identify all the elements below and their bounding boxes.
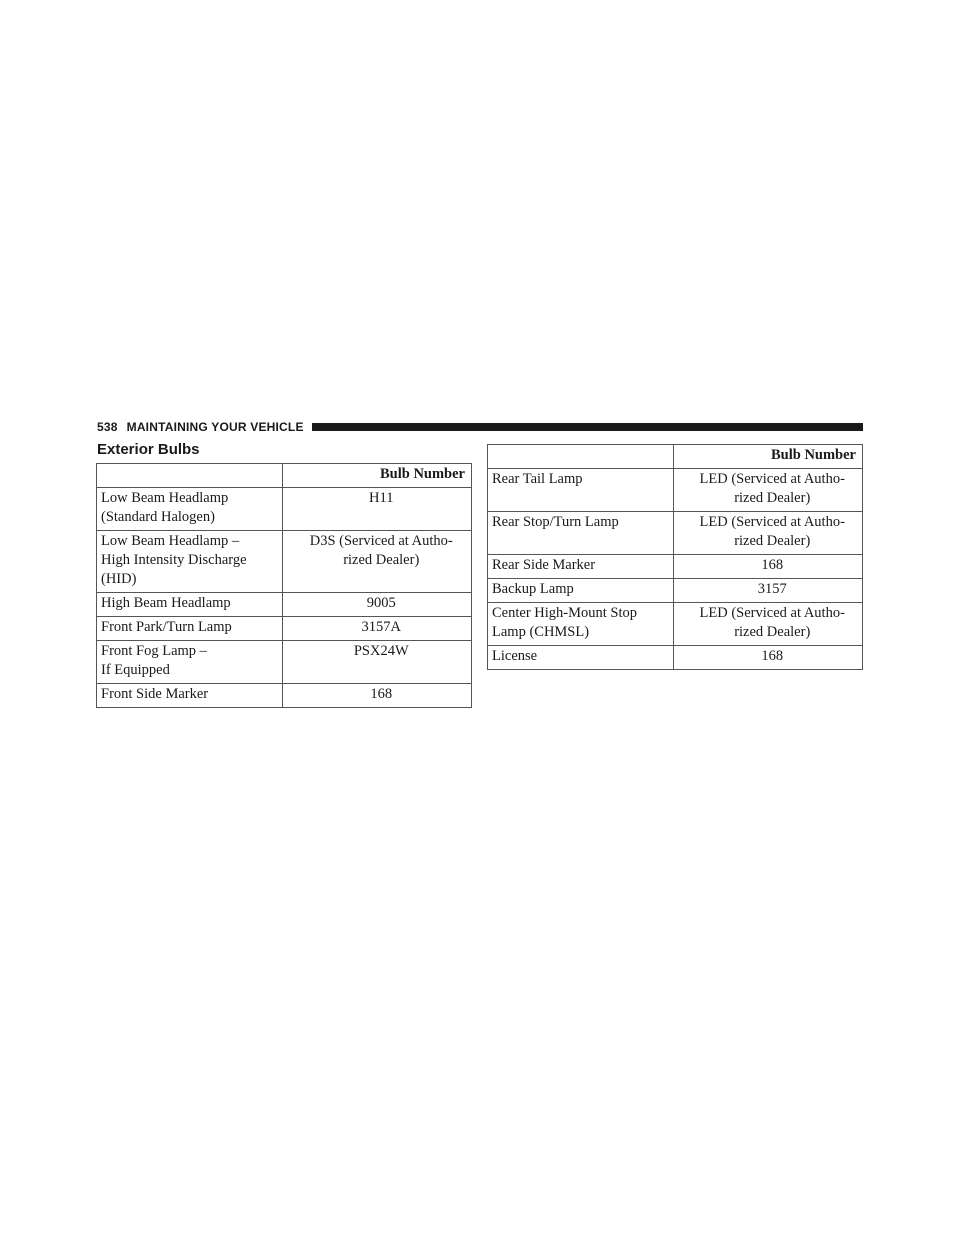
table-row xyxy=(488,646,863,670)
page-header xyxy=(97,419,863,435)
lamp-cell: Low Beam Headlamp – High Intensity Discharge (HID) xyxy=(97,531,283,593)
lamp-cell: Center High-Mount Stop Lamp (CHMSL) xyxy=(488,603,674,646)
bulb-number-column-header: Bulb Number xyxy=(674,445,863,469)
lamp-column-header xyxy=(97,464,283,488)
bulb-number-cell: LED (Serviced at Autho- rized Dealer) xyxy=(674,469,863,512)
table-row xyxy=(488,555,863,579)
bulb-number-cell: 168 xyxy=(674,555,863,579)
lamp-cell: Rear Stop/Turn Lamp xyxy=(488,512,674,555)
lamp-cell: Rear Side Marker xyxy=(488,555,674,579)
table-header-row xyxy=(488,445,863,469)
bulb-number-cell: D3S (Serviced at Autho- rized Dealer) xyxy=(283,531,472,593)
lamp-cell: Front Park/Turn Lamp xyxy=(97,617,283,641)
table-row xyxy=(97,593,472,617)
header-rule xyxy=(312,423,863,431)
table-row xyxy=(488,469,863,512)
table-row xyxy=(97,641,472,684)
lamp-cell: License xyxy=(488,646,674,670)
lamp-column-header xyxy=(488,445,674,469)
table-row xyxy=(488,512,863,555)
table-row xyxy=(97,531,472,593)
table-row xyxy=(488,603,863,646)
exterior-bulbs-table-left xyxy=(96,463,472,708)
lamp-cell: Low Beam Headlamp (Standard Halogen) xyxy=(97,488,283,531)
section-title: MAINTAINING YOUR VEHICLE xyxy=(126,420,304,434)
lamp-cell: Rear Tail Lamp xyxy=(488,469,674,512)
lamp-cell: Backup Lamp xyxy=(488,579,674,603)
lamp-cell: High Beam Headlamp xyxy=(97,593,283,617)
bulb-number-cell: LED (Serviced at Autho- rized Dealer) xyxy=(674,512,863,555)
table-row xyxy=(488,579,863,603)
bulb-number-cell: 3157 xyxy=(674,579,863,603)
table-row xyxy=(97,684,472,708)
page-number: 538 xyxy=(97,420,118,434)
bulb-number-cell: PSX24W xyxy=(283,641,472,684)
page-heading: Exterior Bulbs xyxy=(97,441,200,458)
bulb-number-cell: 3157A xyxy=(283,617,472,641)
bulb-number-cell: 168 xyxy=(283,684,472,708)
bulb-number-cell: LED (Serviced at Autho- rized Dealer) xyxy=(674,603,863,646)
table-row xyxy=(97,617,472,641)
bulb-number-column-header: Bulb Number xyxy=(283,464,472,488)
table-header-row xyxy=(97,464,472,488)
bulb-number-cell: 168 xyxy=(674,646,863,670)
lamp-cell: Front Fog Lamp – If Equipped xyxy=(97,641,283,684)
bulb-number-cell: 9005 xyxy=(283,593,472,617)
bulb-number-cell: H11 xyxy=(283,488,472,531)
table-row xyxy=(97,488,472,531)
exterior-bulbs-table-right xyxy=(487,444,863,670)
lamp-cell: Front Side Marker xyxy=(97,684,283,708)
